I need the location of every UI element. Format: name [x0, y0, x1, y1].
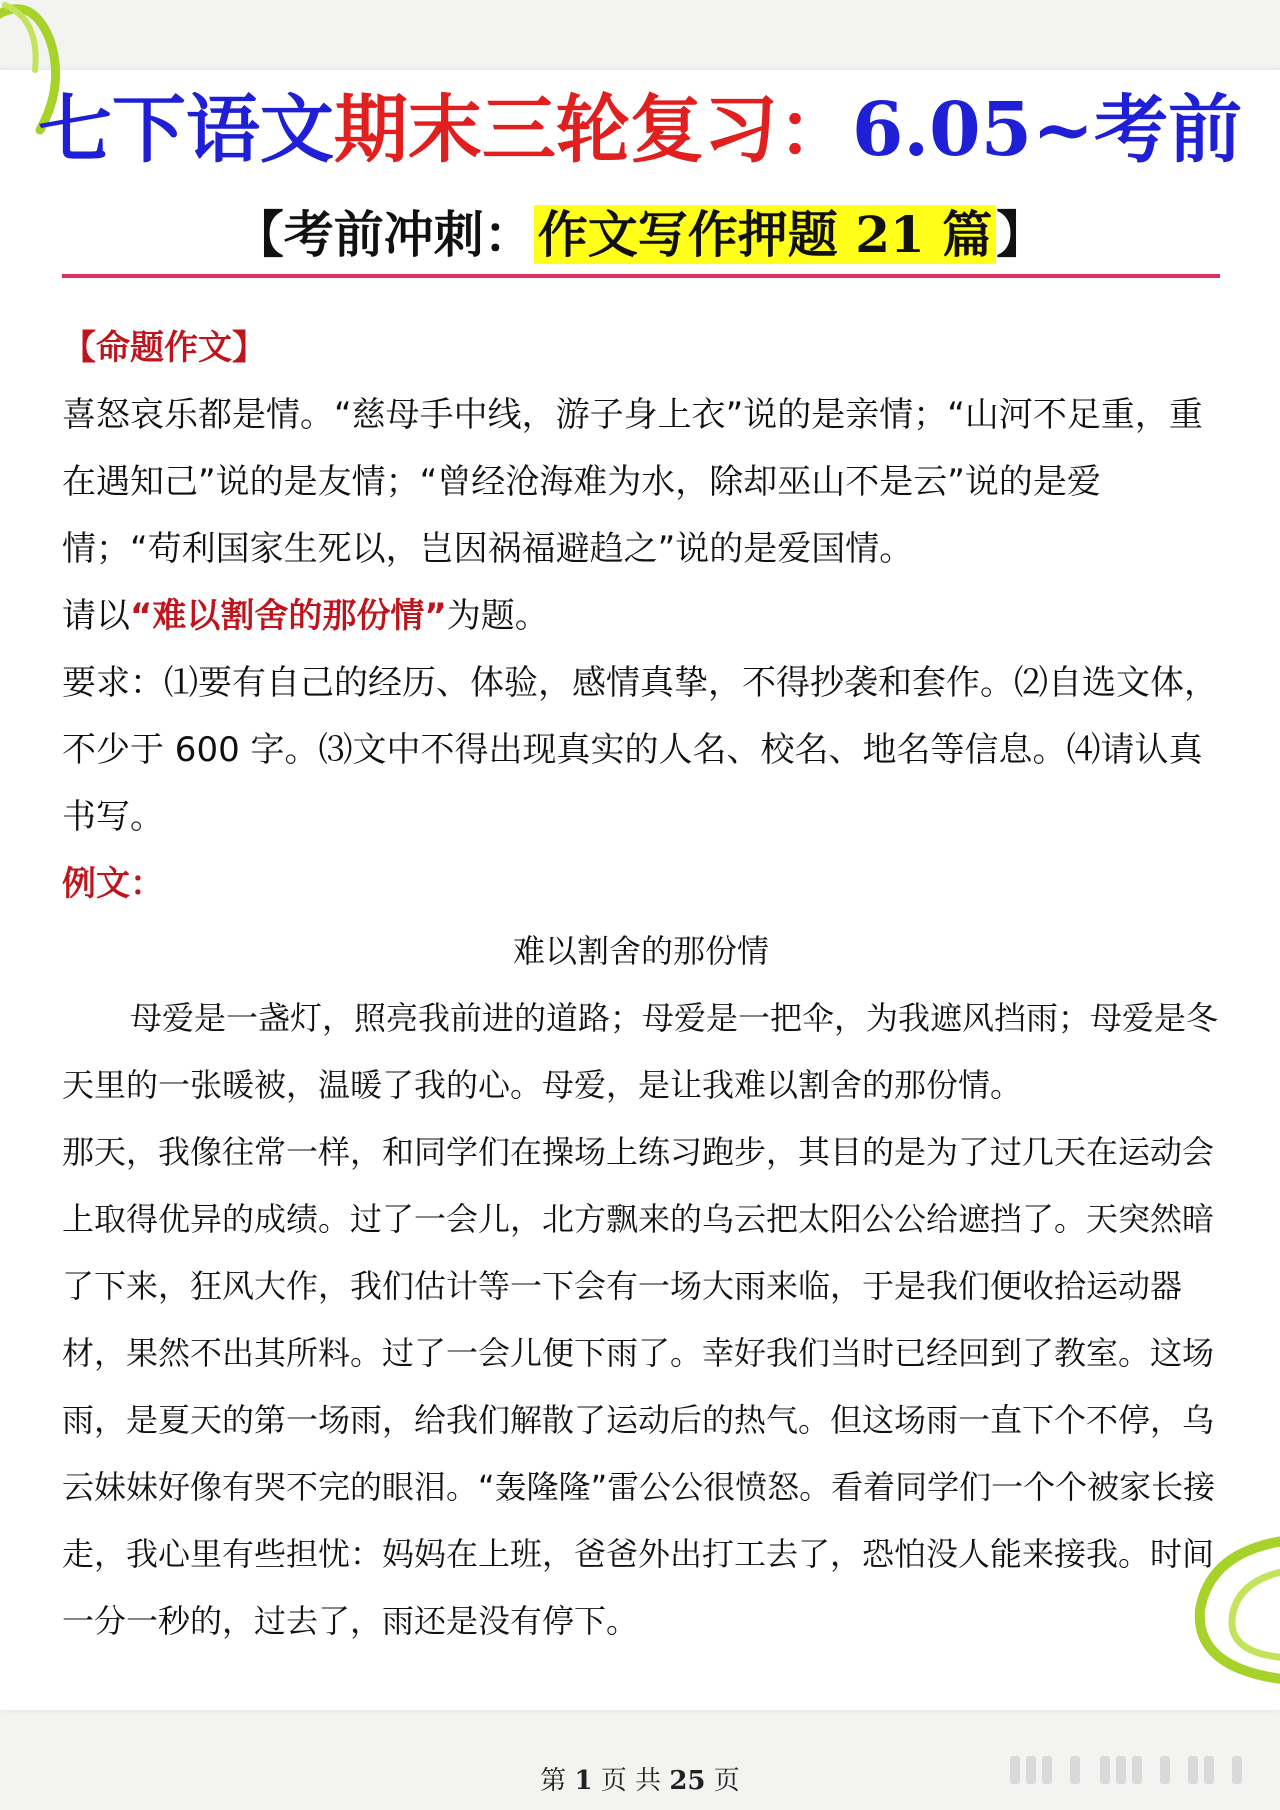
title-part-review: 期末三轮复习： [333, 87, 852, 173]
page-subtitle [0, 200, 1280, 270]
essay-paragraph: 母爱是一盏灯，照亮我前进的道路；母爱是一把伞，为我遮风挡雨；母爱是冬天里的一张暖被，温暖了我的心。母爱，是让我难以割舍的那份情。 [62, 999, 1219, 1104]
total-pages: 25 [669, 1766, 706, 1796]
subtitle-highlight: 作文写作押题 21 篇 [534, 205, 996, 264]
task-suffix: 为题。 [446, 596, 549, 636]
prompt-intro: 喜怒哀乐都是情。“慈母手中线，游子身上衣”说的是亲情；“山河不足重，重在遇知己”说的是友情；“曾经沧海难为水，除却巫山不是云”说的是爱情；“苟利国家生死以，岂因祸福避趋之”说的是爱国情。 [62, 395, 1203, 569]
example-label: 例文： [62, 864, 164, 904]
page-number-middle: 页 共 [600, 1766, 662, 1796]
prompt-requirements: 要求：⑴要有自己的经历、体验，感情真挚，不得抄袭和套作。⑵自选文体，不少于 600 字。⑶文中不得出现真实的人名、校名、地名等信息。⑷请认真书写。 [62, 663, 1218, 837]
subtitle-close: 】 [996, 205, 1047, 264]
prompt-task [62, 583, 1220, 650]
task-prefix: 请以 [62, 596, 130, 636]
essay-paragraph: 那天，我像往常一样，和同学们在操场上练习跑步，其目的是为了过几天在运动会上取得优异的成绩。过了一会儿，北方飘来的乌云把太阳公公给遮挡了。天突然暗了下来，狂风大作，我们估计等一下会有一场大雨来临，于是我们便收拾运动器材，果然不出其所料。过了一会儿便下雨了。幸好我们当时已经回到了教室。这场雨，是夏天的第一场雨，给我们解散了运动后的热气。但这场雨一直下个不停，乌云妹妹好像有哭不完的眼泪。“轰隆隆”雷公公很愤怒。看着同学们一个个被家长接走，我心里有些担忧：妈妈在上班，爸爸外出打工去了，恐怕没人能来接我。时间一分一秒的，过去了，雨还是没有停下。 [62, 1133, 1216, 1640]
title-part-grade: 七下语文 [37, 87, 334, 173]
page-title [0, 80, 1280, 180]
document-body [62, 315, 1220, 1655]
title-part-date: 6.05~考前 [851, 87, 1243, 173]
current-page: 1 [574, 1766, 593, 1796]
watermark-logo-icon [1010, 1752, 1250, 1788]
page-number-suffix: 页 [713, 1766, 740, 1796]
subtitle-open: 【考前冲刺： [233, 205, 534, 264]
divider [62, 274, 1220, 278]
page-number-prefix: 第 [540, 1766, 567, 1796]
task-title: “难以割舍的那份情” [130, 596, 447, 636]
essay-title: 难以割舍的那份情 [512, 932, 769, 970]
prompt-label: 【命题作文】 [62, 328, 266, 368]
